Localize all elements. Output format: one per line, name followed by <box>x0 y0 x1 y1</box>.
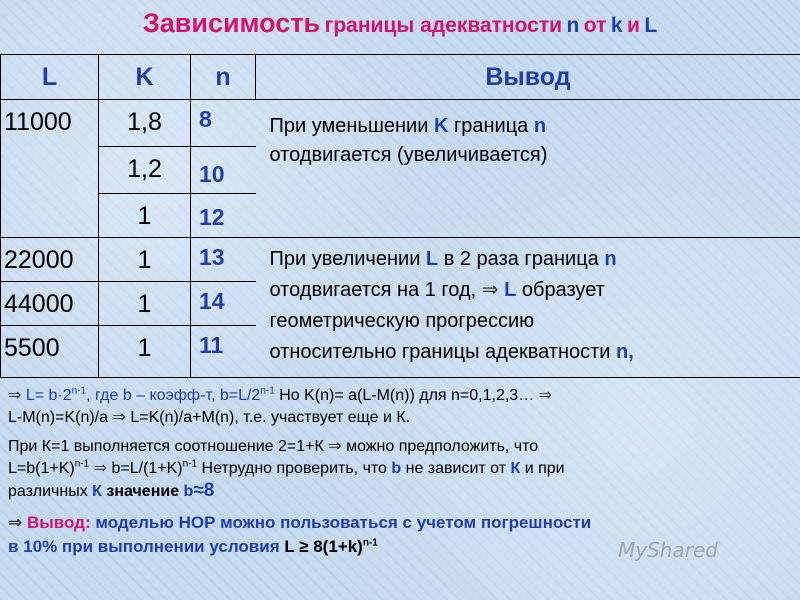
formula-text: L-M(n)=K(n)/a <box>8 409 109 426</box>
notes-block <box>8 385 798 559</box>
cell-l: 22000 <box>1 238 99 282</box>
paragraph-text: можно предположить, что <box>341 438 539 455</box>
conclusion-var: L <box>425 248 439 270</box>
title-word-dependence: Зависимость <box>142 8 321 38</box>
paragraph-text: b=L/(1+K) <box>107 460 183 477</box>
paragraph-var: b <box>183 483 194 500</box>
paragraph-text: При К=1 выполняется соотношение 2=1+К <box>8 438 324 455</box>
cell-k: 1 <box>99 238 191 282</box>
title-var-n: n <box>566 14 580 37</box>
cell-n: 13 <box>191 238 256 282</box>
conclusion-text: в 2 раза граница <box>438 248 605 270</box>
cell-k: 1,2 <box>99 147 191 194</box>
conclusion-var: n, <box>616 341 634 363</box>
conclusion-var: n <box>533 115 547 137</box>
cell-l: 11000 <box>1 100 99 238</box>
formula-paragraph <box>8 385 798 429</box>
conclusion-text: образует <box>516 279 605 301</box>
cell-n: 11 <box>191 326 256 378</box>
implies-icon: ⇒ <box>328 438 342 455</box>
header-k: K <box>99 55 191 100</box>
conclusion-label: Вывод: <box>26 513 91 532</box>
paragraph-var: К <box>510 460 521 477</box>
table-row <box>1 238 800 282</box>
conclusion-cell-2 <box>256 238 800 378</box>
conclusion-text: отодвигается (увеличивается) <box>269 144 548 166</box>
title-var-l: L <box>644 14 658 37</box>
cell-l: 5500 <box>1 326 99 378</box>
cell-k: 1,8 <box>99 100 191 147</box>
paragraph-text: не зависит от <box>401 460 511 477</box>
cell-n: 12 <box>191 194 256 238</box>
conclusion-var: K <box>433 115 449 137</box>
implies-icon: ⇒ <box>538 387 553 404</box>
implies-icon: ⇒ <box>112 409 126 426</box>
title-var-k: k <box>610 14 623 37</box>
formula-text: , где b – коэфф-т, b=L/2 <box>86 387 261 404</box>
paragraph-text: значение <box>101 483 184 500</box>
formula-text: L=K(n)/a+M(n), т.е. участвует еще и К. <box>125 409 411 426</box>
paragraph-var: b <box>391 460 402 477</box>
header-l: L <box>1 55 99 100</box>
paragraph-text: в 10% при выполнении условия <box>8 537 285 556</box>
implies-icon: ⇒ <box>8 513 23 532</box>
table-header-row <box>1 55 800 100</box>
title-word-from: от <box>583 14 607 37</box>
formula-exponent: n-1 <box>182 458 198 470</box>
conclusion-var: L <box>504 279 517 301</box>
implies-icon: ⇒ <box>8 387 22 404</box>
hypothesis-paragraph <box>8 436 798 503</box>
cell-k: 1 <box>99 326 191 378</box>
cell-k: 1 <box>99 194 191 238</box>
conclusion-text: геометрическую прогрессию <box>269 310 535 332</box>
paragraph-text: различных <box>8 483 93 500</box>
conclusion-text: отодвигается на 1 год, <box>269 279 482 301</box>
header-n: n <box>191 55 256 100</box>
conclusion-text: граница <box>448 115 534 137</box>
conclusion-text: относительно границы адекватности <box>269 341 617 363</box>
cell-l: 44000 <box>1 282 99 326</box>
approx-icon: ≈8 <box>193 480 215 501</box>
cell-n: 8 <box>191 100 256 147</box>
implies-icon: ⇒ <box>93 460 108 477</box>
condition-formula: L ≥ 8(1+k) <box>284 537 363 556</box>
formula-exponent: n-1 <box>260 385 275 397</box>
formula-exponent: n-1 <box>74 458 90 470</box>
formula-text: Но K(n)= a(L-M(n)) для n=0,1,2,3… <box>274 387 535 404</box>
cell-n: 14 <box>191 282 256 326</box>
conclusion-text: При увеличении <box>269 248 426 270</box>
paragraph-text: и при <box>520 460 565 477</box>
watermark: MyShared <box>618 538 718 562</box>
paragraph-text: моделью НОР можно пользоваться с учетом погрешности <box>90 513 592 532</box>
title-word-and: и <box>626 14 640 37</box>
formula-exponent: n-1 <box>362 537 378 549</box>
paragraph-var: К <box>92 483 102 500</box>
cell-n: 10 <box>191 147 256 194</box>
formula-exponent: n-1 <box>71 385 87 397</box>
conclusion-cell-1 <box>256 100 800 238</box>
implies-icon: ⇒ <box>481 279 499 301</box>
cell-k: 1 <box>99 282 191 326</box>
header-conclusion: Вывод <box>256 55 800 100</box>
paragraph-text: Нетрудно проверить, что <box>197 460 392 477</box>
results-table <box>0 54 800 378</box>
title-phrase: границы адекватности <box>324 14 563 37</box>
slide-title <box>0 8 800 39</box>
table-row <box>1 100 800 147</box>
conclusion-text: При уменьшении <box>269 115 434 137</box>
paragraph-text: L=b(1+K) <box>8 460 75 477</box>
conclusion-var: n <box>604 248 617 270</box>
formula-text: L= b·2 <box>25 387 72 404</box>
